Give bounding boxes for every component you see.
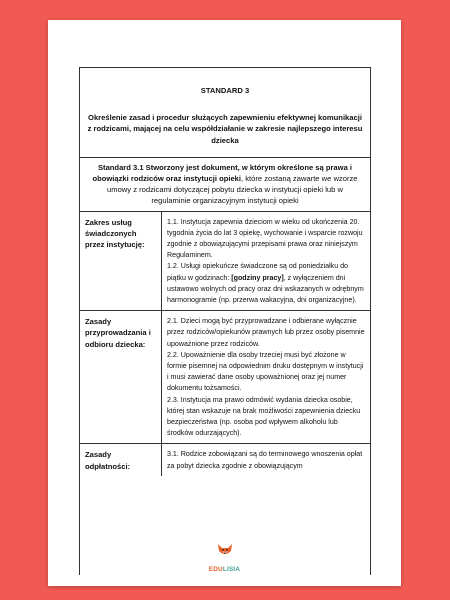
row-label: Zasady przyprowadzania i odbioru dziecka: xyxy=(80,311,162,443)
fox-icon xyxy=(216,543,234,557)
standard-description: Określenie zasad i procedur służących zapewnieniu efektywnej komunikacji z rodzicami, mającej na celu współdziałanie w zakresie najlepszego interesu dziecka xyxy=(87,113,363,145)
table-header xyxy=(80,85,370,158)
row-label: Zasady odpłatności: xyxy=(80,444,162,475)
document-page xyxy=(48,20,401,586)
paragraph: 2.2. Upoważnienie dla osoby trzeciej musi być złożone w formie pisemnej na odpowiednim druku dostępnym w instytucji i musi zawierać dane osoby upoważnionej oraz jej numer dokumentu tożsamości. xyxy=(167,350,364,393)
paragraph: 2.3. Instytucja ma prawo odmówić wydania dziecka osobie, której stan wskazuje na brak możliwości zapewnienia dziecku bezpieczeństwa (np. osoba pod wpływem alkoholu lub środków odurzających). xyxy=(167,395,361,438)
intro-text: , które zostaną zawarte we wzorze umowy z rodzicami dotyczącej pobytu dziecka w instytucji opieki lub w regulaminie organizacyjnym instytucji opieki xyxy=(107,174,358,206)
standard-intro xyxy=(80,158,370,212)
standard-table xyxy=(79,67,371,575)
paragraph: 3.1. Rodzice zobowiązani są do terminowego wnoszenia opłat za pobyt dziecka zgodnie z obowiązującym xyxy=(167,450,363,470)
paragraph xyxy=(167,261,365,306)
row-label: Zakres usług świadczonych przez instytucję: xyxy=(80,212,162,311)
row-content xyxy=(162,444,370,475)
table-row xyxy=(80,311,370,444)
paragraph: 2.1. Dzieci mogą być przyprowadzane i odbierane wyłącznie przez rodziców/opiekunów prawnych lub przez osoby pisemnie upoważnione przez rodziców. xyxy=(167,317,365,348)
row-content xyxy=(162,212,370,311)
table-row xyxy=(80,444,370,475)
paragraph: 1.1. Instytucja zapewnia dzieciom w wieku od ukończenia 20. tygodnia życia do lat 3 opiekę, wychowanie i wsparcie rozwoju zgodnie z obowiązującymi przepisami prawa oraz niniejszym Regulaminem. xyxy=(167,217,363,260)
paragraph-text: 1.2. Usługi opiekuńcze świadczone są od poniedziałku do piątku w godzinach: xyxy=(167,262,349,282)
table-row xyxy=(80,212,370,312)
working-hours-placeholder: [godziny pracy] xyxy=(231,273,284,282)
paragraph-text: , z wyłączeniem dni ustawowo wolnych od pracy oraz dni wskazanych w odrębnym harmonogramie (np. przerwa wakacyjna, dni organizacyjne). xyxy=(167,273,364,305)
edulisia-logo xyxy=(48,543,401,576)
intro-bold-text: Standard 3.1 Stworzony jest dokument, w którym określone są prawa i obowiązki rodziców oraz instytucji opieki xyxy=(92,162,353,184)
standard-title: STANDARD 3 xyxy=(200,86,250,95)
row-content xyxy=(162,311,370,443)
logo-text: EDULISIA xyxy=(208,566,241,573)
